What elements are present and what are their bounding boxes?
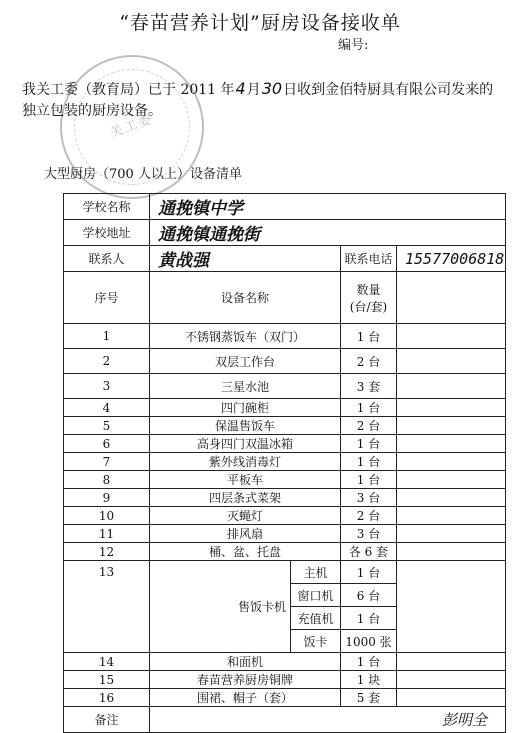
row-no: 2 bbox=[64, 349, 150, 374]
row-blank bbox=[397, 417, 506, 435]
table-row bbox=[64, 453, 506, 471]
table-row bbox=[64, 543, 506, 561]
row-qty: 1 块 bbox=[341, 671, 397, 689]
row-qty: 1 台 bbox=[341, 453, 397, 471]
row-no: 4 bbox=[64, 399, 150, 417]
row-no: 13 bbox=[64, 561, 150, 653]
row-qty: 3 套 bbox=[341, 374, 397, 399]
row-blank bbox=[397, 543, 506, 561]
row-qty: 1 台 bbox=[341, 324, 397, 349]
contact-value: 黄战强 bbox=[150, 246, 341, 272]
row-name: 不锈钢蒸饭车（双门） bbox=[150, 324, 341, 349]
row-no: 5 bbox=[64, 417, 150, 435]
row-no: 10 bbox=[64, 507, 150, 525]
row-name: 桶、盆、托盘 bbox=[150, 543, 341, 561]
table-row bbox=[64, 417, 506, 435]
row-qty: 3 台 bbox=[341, 525, 397, 543]
table-row bbox=[64, 689, 506, 707]
card-subitem-name: 充值机 bbox=[291, 607, 341, 630]
header-qty bbox=[341, 272, 397, 324]
row-name: 三星水池 bbox=[150, 374, 341, 399]
row-name: 四层条式菜架 bbox=[150, 489, 341, 507]
row-no: 6 bbox=[64, 435, 150, 453]
row-name: 平板车 bbox=[150, 471, 341, 489]
row-blank bbox=[397, 471, 506, 489]
row-qty: 1 台 bbox=[341, 435, 397, 453]
table-row bbox=[64, 489, 506, 507]
official-stamp bbox=[40, 35, 225, 220]
row-blank bbox=[397, 399, 506, 417]
document-title: “春苗营养计划”厨房设备接收单 bbox=[119, 12, 401, 34]
card-system-row bbox=[64, 561, 506, 584]
row-blank bbox=[397, 689, 506, 707]
phone-value: 15577006818 bbox=[397, 246, 506, 272]
statement-part2: 月 bbox=[246, 82, 261, 98]
school-name-value: 通挽镇中学 bbox=[150, 194, 506, 220]
table-row bbox=[64, 525, 506, 543]
row-no: 14 bbox=[64, 653, 150, 671]
row-qty: 2 台 bbox=[341, 349, 397, 374]
handwritten-month: 4 bbox=[235, 79, 246, 98]
stamp-text: 关工委 bbox=[108, 111, 156, 142]
remarks-label: 备注 bbox=[64, 707, 150, 733]
row-no: 3 bbox=[64, 374, 150, 399]
row-no: 8 bbox=[64, 471, 150, 489]
row-blank bbox=[397, 324, 506, 349]
row-name: 和面机 bbox=[150, 653, 341, 671]
card-subitem-qty: 1 台 bbox=[341, 607, 397, 630]
row-blank bbox=[397, 525, 506, 543]
school-name-label: 学校名称 bbox=[64, 194, 150, 220]
row-no: 7 bbox=[64, 453, 150, 471]
row-qty: 2 台 bbox=[341, 417, 397, 435]
header-name: 设备名称 bbox=[150, 272, 341, 324]
header-blank bbox=[397, 272, 506, 324]
table-row bbox=[64, 507, 506, 525]
row-no: 11 bbox=[64, 525, 150, 543]
row-blank bbox=[397, 374, 506, 399]
receiver-signature: 彭明全 bbox=[150, 707, 506, 733]
card-subitem-qty: 1 台 bbox=[341, 561, 397, 584]
statement-part3: 日收到金佰特厨具有限公司发来的 bbox=[283, 82, 494, 98]
card-subitem-name: 饭卡 bbox=[291, 630, 341, 653]
table-row bbox=[64, 324, 506, 349]
header-qty-line2: (台/套) bbox=[349, 299, 388, 314]
row-qty: 1 台 bbox=[341, 653, 397, 671]
row-name: 围裙、帽子（套） bbox=[150, 689, 341, 707]
row-no: 16 bbox=[64, 689, 150, 707]
row-qty: 5 套 bbox=[341, 689, 397, 707]
row-name: 四门碗柜 bbox=[150, 399, 341, 417]
row-blank bbox=[397, 653, 506, 671]
receipt-statement-line2: 独立包装的厨房设备。 bbox=[22, 103, 162, 119]
row-blank bbox=[397, 561, 506, 653]
row-no: 12 bbox=[64, 543, 150, 561]
header-no: 序号 bbox=[64, 272, 150, 324]
table-row bbox=[64, 653, 506, 671]
card-subitem-name: 窗口机 bbox=[291, 584, 341, 607]
row-name: 春苗营养厨房铜牌 bbox=[150, 671, 341, 689]
row-name: 双层工作台 bbox=[150, 349, 341, 374]
handwritten-day: 30 bbox=[261, 79, 283, 98]
row-name: 紫外线消毒灯 bbox=[150, 453, 341, 471]
row-blank bbox=[397, 453, 506, 471]
card-subitem-qty: 6 台 bbox=[341, 584, 397, 607]
statement-part1: 我关工委（教育局）已于 2011 年 bbox=[22, 82, 235, 98]
equipment-table bbox=[63, 193, 506, 733]
header-row bbox=[64, 272, 506, 324]
table-row bbox=[64, 399, 506, 417]
row-name: 高身四门双温冰箱 bbox=[150, 435, 341, 453]
equipment-list-title: 大型厨房（700 人以上）设备清单 bbox=[44, 167, 242, 182]
school-address-value: 通挽镇通挽街 bbox=[150, 220, 506, 246]
table-row bbox=[64, 349, 506, 374]
table-row bbox=[64, 471, 506, 489]
row-qty: 2 台 bbox=[341, 507, 397, 525]
row-blank bbox=[397, 489, 506, 507]
row-qty: 1 台 bbox=[341, 399, 397, 417]
card-subitem-qty: 1000 张 bbox=[341, 630, 397, 653]
row-no: 9 bbox=[64, 489, 150, 507]
remarks-row bbox=[64, 707, 506, 733]
phone-label: 联系电话 bbox=[341, 246, 397, 272]
row-name: 灭蝇灯 bbox=[150, 507, 341, 525]
row-blank bbox=[397, 507, 506, 525]
school-address-row bbox=[64, 220, 506, 246]
row-no: 1 bbox=[64, 324, 150, 349]
contact-row bbox=[64, 246, 506, 272]
contact-label: 联系人 bbox=[64, 246, 150, 272]
school-address-label: 学校地址 bbox=[64, 220, 150, 246]
table-row bbox=[64, 435, 506, 453]
row-no: 15 bbox=[64, 671, 150, 689]
card-subitem-name: 主机 bbox=[291, 561, 341, 584]
school-name-row bbox=[64, 194, 506, 220]
receipt-statement bbox=[22, 78, 514, 101]
row-name: 保温售饭车 bbox=[150, 417, 341, 435]
header-qty-line1: 数量 bbox=[356, 282, 381, 297]
table-row bbox=[64, 374, 506, 399]
row-name: 排风扇 bbox=[150, 525, 341, 543]
doc-number-label: 编号: bbox=[338, 38, 369, 53]
row-blank bbox=[397, 435, 506, 453]
row-qty: 1 台 bbox=[341, 471, 397, 489]
row-qty: 3 台 bbox=[341, 489, 397, 507]
row-blank bbox=[397, 349, 506, 374]
row-blank bbox=[397, 671, 506, 689]
card-system-label: 售饭卡机 bbox=[150, 561, 291, 653]
table-row bbox=[64, 671, 506, 689]
row-qty: 各 6 套 bbox=[341, 543, 397, 561]
